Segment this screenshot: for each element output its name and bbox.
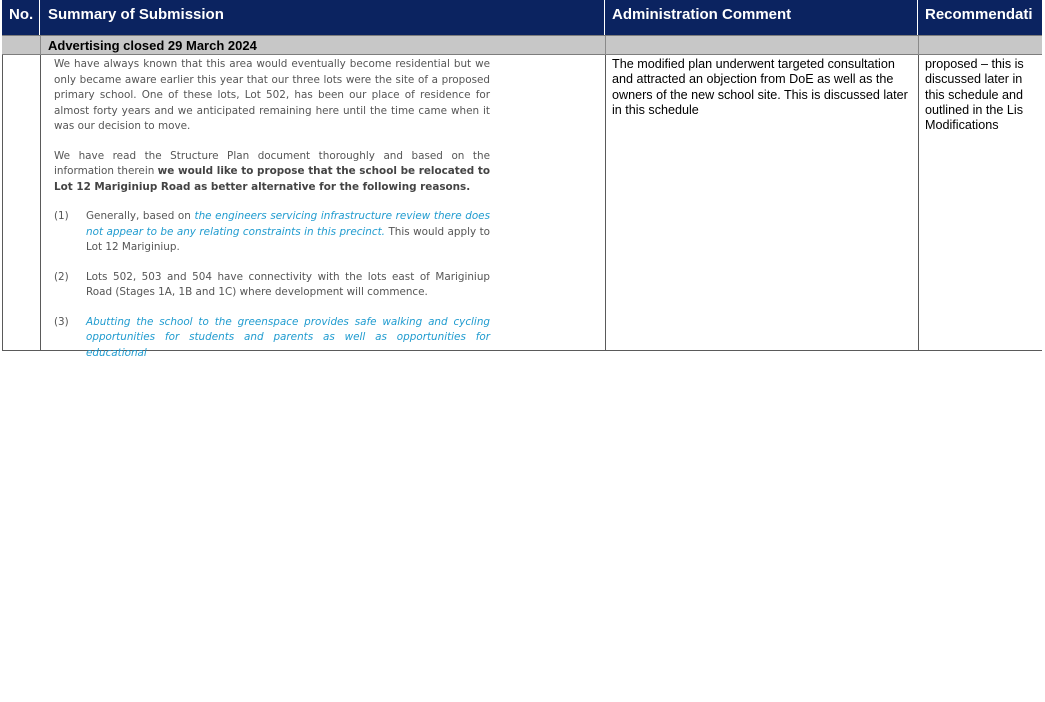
section-label: Advertising closed 29 March 2024 bbox=[48, 38, 257, 53]
recommendation-line: proposed – this is bbox=[925, 57, 1024, 71]
list-item bbox=[54, 270, 490, 301]
list-text: Lots 502, 503 and 504 have connectivity with the lots east of Mariginiup Road (Stages 1A, 1B and 1C) where development will commence. bbox=[86, 270, 490, 298]
header-no: No. bbox=[2, 0, 40, 35]
section-divider bbox=[918, 36, 919, 55]
header-recommendation: Recommendati bbox=[918, 0, 1042, 35]
list-number: (2) bbox=[54, 270, 69, 283]
paragraph-text: We have read the Structure Plan document thoroughly and based on the information therein bbox=[54, 149, 490, 177]
recommendation-line: outlined in the Lis bbox=[925, 102, 1024, 117]
cell-border bbox=[605, 55, 606, 351]
list-text-highlight: Abutting the school to the greenspace provides safe walking and cycling opportunities for students and parents as well as opportunities for educational bbox=[86, 315, 490, 359]
section-row bbox=[2, 35, 1042, 55]
cell-border bbox=[2, 55, 3, 351]
cell-border bbox=[40, 55, 41, 351]
recommendation-text bbox=[925, 57, 1045, 133]
submission-excerpt bbox=[54, 57, 490, 359]
list-item bbox=[54, 209, 490, 256]
table-row bbox=[2, 55, 1042, 359]
list-item bbox=[54, 315, 490, 362]
list-number: (1) bbox=[54, 210, 69, 222]
admin-comment: The modified plan underwent targeted consultation and attracted an objection from DoE as well as the owners of the new school site. This is discussed later in this schedule bbox=[612, 57, 908, 117]
header-summary: Summary of Submission bbox=[40, 0, 605, 35]
header-admin-comment: Administration Comment bbox=[605, 0, 918, 35]
list-number: (3) bbox=[54, 315, 69, 328]
list-text-plain: This would apply to Lot 12 Mariginiup. bbox=[86, 225, 490, 253]
list-text-highlight: the engineers servicing infrastructure review there does not appear to be any relating constraints in this precinct. bbox=[86, 210, 490, 238]
paragraph-bold-text: we would like to propose that the school be relocated to Lot 12 Mariginiup Road as better alternative for the following reasons. bbox=[54, 165, 490, 193]
cell-border bbox=[918, 55, 919, 351]
submission-paragraph bbox=[54, 149, 490, 196]
recommendation-line: discussed later in bbox=[925, 72, 1023, 87]
submission-paragraph: We have always known that this area would eventually become residential but we only became aware earlier this year that our three lots were the site of a proposed primary school. One of these lots, Lot 502, has been our place of residence for almost forty years and we anticipated remaining here until the time came when it was our decision to move. bbox=[54, 58, 490, 132]
recommendation-line: Modifications bbox=[925, 118, 999, 133]
recommendation-line: this schedule and bbox=[925, 87, 1024, 102]
section-no-cell bbox=[2, 36, 41, 55]
section-divider bbox=[605, 36, 606, 55]
list-text-plain: Generally, based on bbox=[86, 210, 195, 222]
list-text bbox=[86, 209, 490, 256]
